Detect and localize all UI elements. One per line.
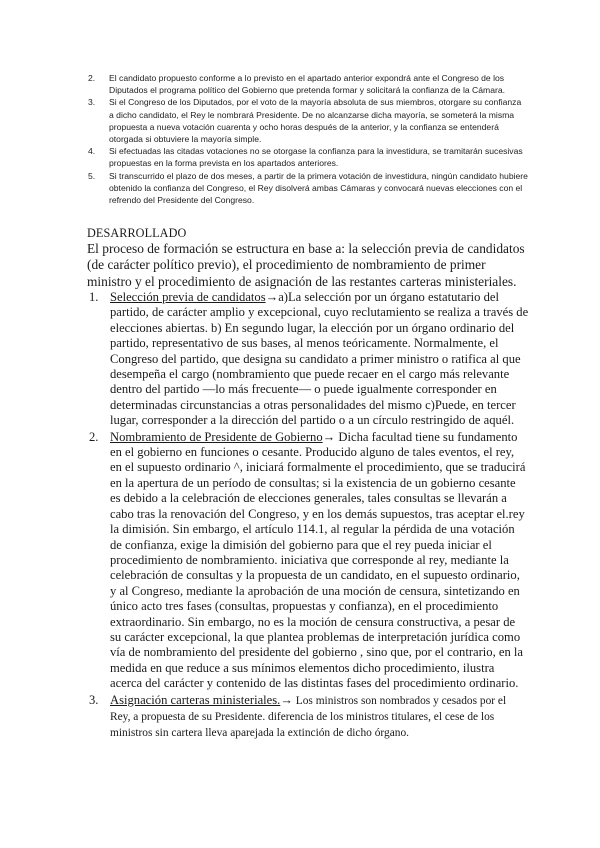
step-title-link[interactable]: Nombramiento de Presidente de Gobierno bbox=[110, 429, 323, 444]
arrow-icon: → bbox=[322, 429, 336, 444]
step-text: Dicha facultad tiene su fundamento en el gobierno en funciones o cesante. Producido alguno de tales eventos, el rey, en el supuesto ordinario ^, iniciará formalmente el procedimiento, que se traducirá en la apertura de un período de consultas; si la existencia de un gobierno cesante es debido a la celebración de elecciones generales, tales consultas se llevarán a cabo tras la renovación del Congreso, y en los demás supuestos, tras aceptar el.rey la dimisión. Sin embargo, el artículo 114.1, al regular la pérdida de una votación de confianza, exige la dimisión del gobierno para que el rey pueda iniciar el procedimiento de nombramiento. iniciativa que corresponde al rey, mediante la celebración de consultas y la propuesta de un candidato, en el supuesto ordinario, y al Congreso, mediante la aprobación de una moción de censura, sintetizando en único acto tres fases (consultas, propuestas y confianza), en el procedimiento extraordinario. Sin embargo, no es la moción de censura constructiva, a pesar de su carácter excepcional, la que plantea problemas de interpretación jurídica como vía de nombramiento del presidente del gobierno , sino que, por el contrario, en la medida en que reduce a sus mínimos elementos dicho procedimiento, ilustra acerca del carácter y contenido de las distintas fases del procedimiento ordinario. bbox=[110, 429, 526, 691]
list-text: El candidato propuesto conforme a lo previsto en el apartado anterior expondrá ante el Congreso de los Diputados el programa político del Gobierno que pretenda formar y solicitará la confianza de la Cámara. bbox=[109, 73, 506, 96]
list-item bbox=[88, 96, 528, 145]
step-item-asignacion bbox=[89, 693, 529, 742]
step-number: 2. bbox=[89, 429, 99, 444]
step-number: 1. bbox=[89, 290, 99, 304]
constitution-article-list bbox=[88, 72, 528, 206]
process-steps-list bbox=[89, 290, 529, 743]
list-item bbox=[88, 170, 528, 207]
list-number: 2. bbox=[88, 73, 96, 83]
step-title-link[interactable]: Selección previa de candidatos bbox=[110, 290, 266, 304]
list-item bbox=[88, 72, 528, 96]
list-number: 3. bbox=[88, 97, 96, 108]
step-text: a)La selección por un órgano estatutario del partido, de carácter amplio y excepcional, cuyo reclutamiento se realiza a través de elecciones abiertas. b) En segundo lugar, la elección por un órgano ordinario del partido, representativo de sus bases, al menos teóricamente. Normalmente, el Congreso del partido, que designa su candidato a primer ministro o ratifica al que desempeña el cargo (nombramiento que puede recaer en el cargo más relevante dentro del partido —lo más frecuente— o puede igualmente corresponder en determinadas circunstancias a otras personalidades del mismo c)Puede, en tercer lugar, corresponder a la dirección del partido o a un círculo restringido de aquél. bbox=[110, 290, 529, 428]
step-item-selection bbox=[89, 290, 529, 429]
intro-paragraph: El proceso de formación se estructura en base a: la selección previa de candidatos (de carácter político previo), el procedimiento de nombramiento de primer ministro y el procedimiento de asignación de las restantes carteras ministeriales. bbox=[87, 241, 525, 289]
step-title-link[interactable]: Asignación carteras ministeriales. bbox=[110, 692, 281, 707]
arrow-icon: → bbox=[280, 692, 293, 707]
step-item-nombramiento bbox=[89, 430, 529, 692]
step-number: 3. bbox=[89, 692, 99, 707]
list-number: 4. bbox=[88, 146, 96, 157]
list-item bbox=[88, 145, 528, 169]
list-text: Si transcurrido el plazo de dos meses, a partir de la primera votación de investidura, ningún candidato hubiere obtenido la confianza del Congreso, el Rey disolverá ambas Cámaras y convocará nuevas elecciones con el refrendo del Presidente del Congreso. bbox=[109, 170, 528, 206]
step-text: Los ministros son nombrados y cesados por el Rey, a propuesta de su Presidente. diferencia de los ministros titulares, el cese de los ministros sin cartera lleva aparejada la extinción de dicho órgano. bbox=[110, 694, 507, 740]
list-number: 5. bbox=[88, 170, 96, 181]
list-text: Si el Congreso de los Diputados, por el voto de la mayoría absoluta de sus miembros, otorgare su confianza a dicho candidato, el Rey le nombrará Presidente. De no alcanzarse dicha mayoría, se someterá la misma propuesta a nueva votación cuarenta y ocho horas después de la anterior, y la confianza se entenderá otorgada si obtuviere la mayoría simple. bbox=[109, 97, 522, 145]
arrow-icon: → bbox=[265, 290, 279, 304]
list-text: Si efectuadas las citadas votaciones no se otorgase la confianza para la investidura, se tramitarán sucesivas propuestas en la forma prevista en los apartados anteriores. bbox=[109, 146, 523, 169]
section-heading: DESARROLLADO bbox=[87, 226, 187, 240]
